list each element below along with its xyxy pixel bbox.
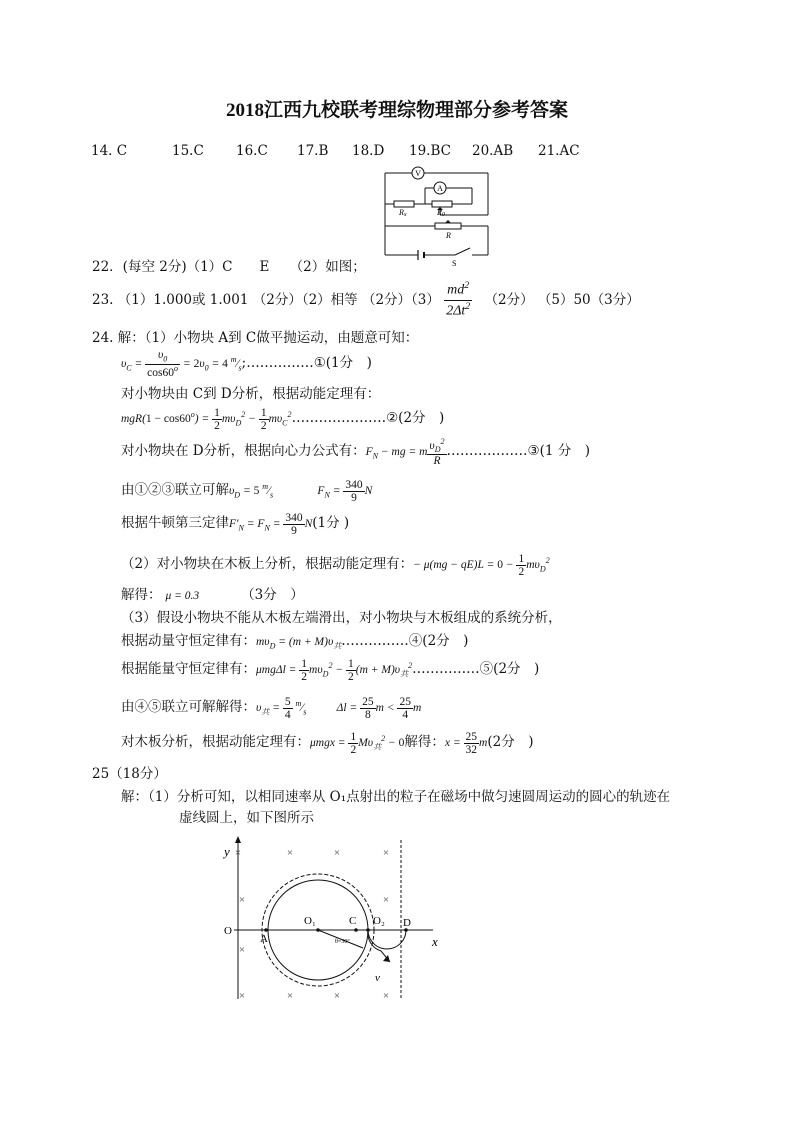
q22-text: 22．(每空 2分)（1）C E （2）如图； <box>92 259 366 275</box>
q24-head: 24. 解：（1）小物块 A到 C做平抛运动，由题意可知： <box>92 330 419 346</box>
svg-text:×: × <box>238 990 246 1002</box>
rheostat-label: R <box>446 231 451 240</box>
q24-line12: 对木板分析，根据动能定理有：μmgx = $\frac{1}{2}$ $M\upsilon_共^2 - 0$解得：x = $\frac{25}{32}$ m(2分 ) <box>121 730 534 756</box>
q24-line4: 由①②③联立可解$\upsilon_D = 5$ $^m⁄_s$ $F_N$ = $\frac{340}{9}$ N <box>121 478 373 504</box>
answer-14: 14. C <box>91 143 128 159</box>
answer-17: 17.B <box>297 143 329 159</box>
ammeter-label: A <box>437 184 443 193</box>
q25-line2: 虚线圆上，如下图所示 <box>179 810 314 826</box>
angle-label: θ=30° <box>335 939 350 945</box>
q24-line8: （3）假设小物块不能从木板左端滑出，对小物块与木板组成的系统分析， <box>121 610 562 626</box>
svg-text:Rx: Rx <box>399 208 407 218</box>
point-o1-label: O₁ <box>304 915 316 927</box>
svg-text:×: × <box>333 847 341 859</box>
q23-line <box>92 280 640 320</box>
answer-18: 18.D <box>352 143 385 159</box>
q25-line1: 解：（1）分析可知，以相同速率从 O₁点射出的粒子在磁场中做匀速圆周运动的圆心的轨迹在 <box>121 789 671 805</box>
svg-text:×: × <box>238 894 246 906</box>
answer-15: 15.C <box>172 143 204 159</box>
q24-line5: 根据牛顿第三定律$F'_N = F_N$ = $\frac{340}{9}$ N(1分 ) <box>121 511 350 537</box>
answer-19: 19.BC <box>409 143 451 159</box>
svg-text:×: × <box>238 944 246 956</box>
q24-eq3: 对小物块在 D分析，根据向心力公式有：$F_N$ − mg = m $\frac{\upsilon_D^2}{R}$ ………………③(1 分 ) <box>121 436 591 468</box>
answer-21: 21.AC <box>538 143 580 159</box>
point-o2-label: O₂ <box>373 915 385 927</box>
velocity-label: v <box>375 972 380 984</box>
q23-fraction: $\frac{md^2}{2\Delta t^2}$ <box>446 280 471 319</box>
field-figure <box>218 834 458 1004</box>
q24-line7: 解得： μ = 0.3 （3分 ） <box>121 587 304 603</box>
q23-prefix: 23. （1）1.000或 1.001 （2分）（2）相等 （2分）（3） <box>92 292 440 308</box>
page-title: 2018江西九校联考理综物理部分参考答案 <box>225 100 568 121</box>
q24-line11: 由④⑤联立可解解得：$\upsilon_共$ = $\frac{5}{4}$ $^m⁄_s$ Δl = $\frac{25}{8}$ m < $\frac{25}{4}$ m <box>121 695 422 721</box>
svg-text:×: × <box>234 847 242 859</box>
q23-suffix: （2分） （5）50（3分） <box>484 292 640 308</box>
q24-eq2: $mgR(1 - \cos 60^o)$ = $\frac{1}{2}$ $m\upsilon_D^2$ − $\frac{1}{2}$ $m\upsilon_C^2\dots\dots\dots\dots\dots\dots\dots ②(2$分 ) <box>121 406 445 432</box>
svg-text:×: × <box>382 894 390 906</box>
x-axis-label: x <box>432 934 438 949</box>
answer-20: 20.AB <box>472 143 514 159</box>
point-a-label: A <box>260 933 268 945</box>
voltmeter-label: V <box>415 169 421 178</box>
q24-line2: 对小物块由 C到 D分析，根据动能定理有： <box>121 386 381 402</box>
svg-text:×: × <box>286 990 294 1002</box>
point-d-label: D <box>403 917 411 929</box>
svg-text:×: × <box>382 990 390 1002</box>
switch-label: S <box>452 259 457 266</box>
q24-line6: （2）对小物块在木板上分析，根据动能定理有：− μ(mg − qE)L = 0 − $\frac{1}{2}$ $m\upsilon_D^2$ <box>121 552 550 578</box>
svg-text:×: × <box>333 990 341 1002</box>
q24-eq1: $\upsilon_C$ = $\frac{\upsilon_0}{\cos 60^o}$ = $2\upsilon_0 = 4$ $^m⁄_s;\dots\dots\dots\dots\dots ①(1$分 ) <box>121 349 372 379</box>
svg-text:×: × <box>382 847 390 859</box>
svg-text:R0: R0 <box>437 208 445 218</box>
point-c-label: C <box>349 915 357 927</box>
y-axis-label: y <box>224 844 230 859</box>
q25-head: 25（18分） <box>92 766 167 782</box>
answer-16: 16.C <box>236 143 268 159</box>
svg-text:×: × <box>286 847 294 859</box>
q24-line10: 根据能量守恒定律有：μmgΔl = $\frac{1}{2}$ $m\upsilon_D^2$ − $\frac{1}{2}$ $(m + M)\upsilon_共^2\dots\dots\dots\dots\dots ⑤(2$分 ) <box>121 657 540 683</box>
circuit-diagram <box>380 160 495 266</box>
origin-label: O <box>224 925 232 937</box>
q24-line9: 根据动量守恒定律有：$m\upsilon_D = (m$ + $M)\upsilon_共\dots\dots\dots\dots\dots ④(2$分 ) <box>121 633 469 651</box>
